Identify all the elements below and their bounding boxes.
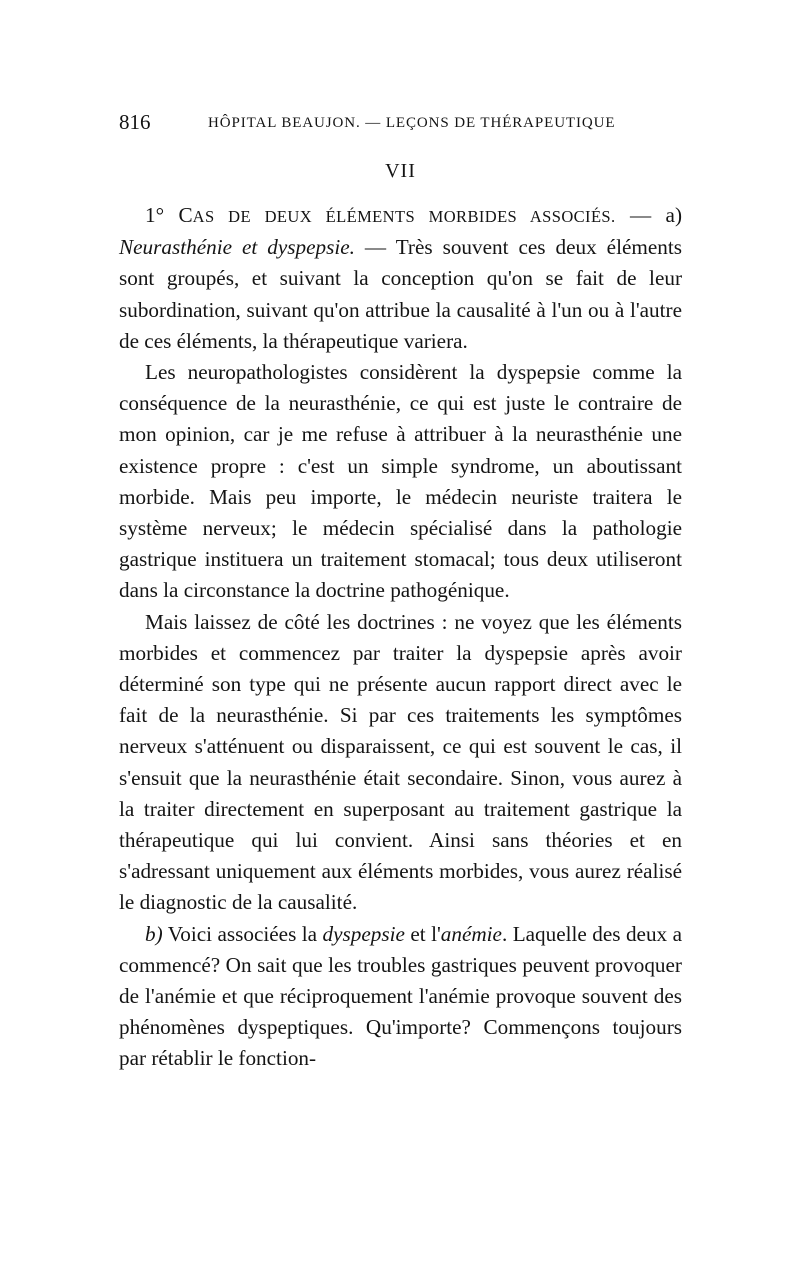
- page: [119, 0, 682, 1262]
- body-text: [119, 200, 682, 1075]
- heading-dash: —: [615, 203, 666, 227]
- paragraph-4-text-c: . Laquelle des deux a commencé? On sait que les troubles gastriques peuvent provoquer de l'anémie et que réciproquement l'anémie provoque souvent des phénomènes dyspeptiques. Qu'importe? Commençons toujours par rétablir le fonction-: [119, 921, 682, 1071]
- running-title: HÔPITAL BEAUJON. — LEÇONS DE THÉRAPEUTIQUE: [208, 115, 616, 131]
- paragraph-4-text-a: Voici associées la: [162, 921, 323, 946]
- case-number: 1°: [145, 203, 165, 227]
- paragraph-4-text-b: et l': [404, 921, 441, 946]
- paragraph-1-text: — Très souvent ces deux éléments sont groupés, et suivant la conception qu'on se fait de leur subordination, suivant qu'on attribue la causalité à l'un ou à l'autre de ces éléments, la thérapeutique variera.: [119, 235, 682, 353]
- paragraph-4: [119, 919, 682, 1075]
- page-number: 816: [119, 110, 151, 134]
- subcase-letter-b: b): [145, 921, 163, 946]
- paragraph-2: Les neuropathologistes considèrent la dyspepsie comme la conséquence de la neurasthénie, ce qui est juste le contraire de mon opinion, car je me refuse à attribuer à la neurasthénie une existence propre : c'est un simple syndrome, un aboutissant morbide. Mais peu importe, le médecin neuriste traitera le système nerveux; le médecin spécialisé dans la pathologie gastrique instituera un traitement stomacal; tous deux utiliseront dans la circonstance la doctrine pathogénique.: [119, 360, 682, 603]
- section-numeral: VII: [385, 160, 416, 182]
- case-heading: AS DE DEUX ÉLÉMENTS MORBIDES ASSOCIÉS.: [192, 207, 616, 226]
- case-heading-initial: C: [178, 203, 193, 227]
- paragraph-1: [119, 200, 682, 357]
- term-anemie: anémie: [440, 921, 502, 946]
- subcase-title: Neurasthénie et dyspepsie.: [119, 235, 355, 260]
- paragraph-3: Mais laissez de côté les doctrines : ne voyez que les éléments morbides et commencez par traiter la dyspepsie après avoir déterminé son type qui ne présente aucun rapport direct avec le fait de la neurasthénie. Si par ces traitements les symptômes nerveux s'atténuent ou disparaissent, ce qui est souvent le cas, il s'ensuit que la neurasthénie était secondaire. Sinon, vous aurez à la traiter directement en superposant au traitement gastrique la thérapeutique qui lui convient. Ainsi sans théories et en s'adressant uniquement aux éléments morbides, vous aurez réalisé le diagnostic de la causalité.: [119, 609, 682, 915]
- term-dyspepsie: dyspepsie: [322, 921, 405, 946]
- subcase-letter: a): [665, 203, 683, 227]
- running-head: [119, 110, 682, 140]
